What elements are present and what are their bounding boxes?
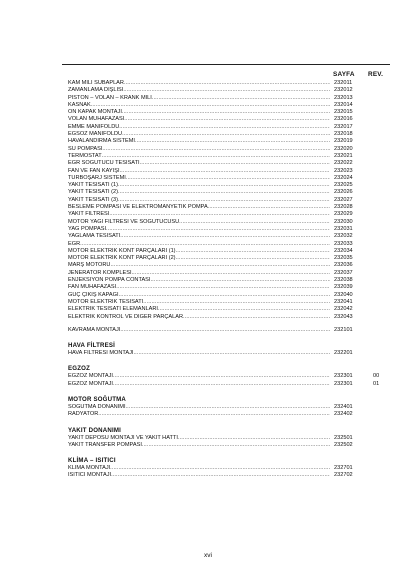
entry-page: 232023 xyxy=(334,167,353,174)
entry-page: 232041 xyxy=(334,298,353,305)
toc-entry xyxy=(68,197,388,204)
entry-title: RADYATÖR ..... xyxy=(68,411,330,418)
entry-title: SU POMPASI ..... xyxy=(68,146,330,153)
entry-page: 232020 xyxy=(334,145,353,152)
entry-page: 232040 xyxy=(334,291,353,298)
entry-title: VOLAN MUHAFAZASI ..... xyxy=(68,116,330,123)
toc-entry xyxy=(68,124,388,131)
entry-title: TURBOŞARJ SİSTEMİ ..... xyxy=(68,175,330,182)
entry-page: 232022 xyxy=(334,160,353,167)
toc-entry xyxy=(68,204,388,211)
toc-entry xyxy=(68,404,388,411)
entry-title: KAM MİLİ SUBAPLAR ..... xyxy=(68,80,330,87)
entry-revision: 01 xyxy=(373,380,380,387)
toc-entry xyxy=(68,373,388,380)
toc-entry xyxy=(68,465,388,472)
entry-page: 232042 xyxy=(334,306,353,313)
entry-revision: 00 xyxy=(373,373,380,380)
section-title: EGZOZ xyxy=(68,365,90,373)
toc-entry xyxy=(68,472,388,479)
table-of-contents xyxy=(68,80,388,480)
entry-page: 232101 xyxy=(334,326,353,333)
toc-entry xyxy=(68,80,388,87)
toc-entry xyxy=(68,102,388,109)
entry-title: PİSTON – VOLAN – KRANK MİLİ ..... xyxy=(68,95,330,102)
entry-title: SOĞUTMA DONANIMI ..... xyxy=(68,404,330,411)
toc-entry xyxy=(68,306,388,313)
entry-title: FAN MUHAFAZASI ..... xyxy=(68,284,330,291)
toc-entry xyxy=(68,292,388,299)
toc-entry xyxy=(68,138,388,145)
toc-entry xyxy=(68,219,388,226)
entry-title: EGZOZ MONTAJI ..... xyxy=(68,381,330,388)
entry-page: 232025 xyxy=(334,182,353,189)
toc-entry xyxy=(68,255,388,262)
entry-title: EGR SOĞUTUCU TESİSATI ..... xyxy=(68,160,330,167)
toc-entry xyxy=(68,116,388,123)
top-rule xyxy=(62,64,390,65)
entry-title: KAVRAMA MONTAJI ..... xyxy=(68,327,330,334)
section-spacer xyxy=(68,334,388,342)
entry-title: MARŞ MOTORU ..... xyxy=(68,262,330,269)
entry-title: JENERATOR KOMPLESİ ..... xyxy=(68,270,330,277)
entry-page: 232016 xyxy=(334,116,353,123)
entry-page: 232036 xyxy=(334,262,353,269)
section-title: YAKIT DONANIMI xyxy=(68,426,122,434)
toc-entry xyxy=(68,131,388,138)
section-title: HAVA FİLTRESİ xyxy=(68,342,116,350)
entry-title: KASNAK ..... xyxy=(68,102,330,109)
entry-page: 232301 xyxy=(334,380,353,387)
entry-title: YAKIT TESİSATI (3) ..... xyxy=(68,197,330,204)
entry-page: 232024 xyxy=(334,174,353,181)
toc-entry xyxy=(68,160,388,167)
entry-page: 232011 xyxy=(334,80,353,86)
entry-page: 232701 xyxy=(334,465,353,472)
entry-title: BESLEME POMPASI VE ELEKTROMANYETİK POMPA ..... xyxy=(68,204,330,211)
entry-page: 232401 xyxy=(334,403,353,410)
entry-page: 232029 xyxy=(334,211,353,218)
entry-page: 232501 xyxy=(334,434,353,441)
toc-entry xyxy=(68,262,388,269)
toc-entry xyxy=(68,442,388,449)
toc-entry xyxy=(68,87,388,94)
entry-title: YAKIT FİLTRESİ ..... xyxy=(68,211,330,218)
toc-entry xyxy=(68,168,388,175)
entry-page: 232032 xyxy=(334,233,353,240)
toc-entry xyxy=(68,146,388,153)
entry-title: YAĞLAMA TESİSATI ..... xyxy=(68,233,330,240)
toc-entry xyxy=(68,211,388,218)
entry-page: 232018 xyxy=(334,131,353,138)
entry-page: 232030 xyxy=(334,218,353,225)
entry-page: 232402 xyxy=(334,411,353,418)
entry-title: YAKIT TESİSATI (1) ..... xyxy=(68,182,330,189)
toc-entry xyxy=(68,411,388,418)
toc-entry xyxy=(68,299,388,306)
entry-title: MOTOR YAĞI FİLTRESİ VE SOĞUTUCUSU ..... xyxy=(68,219,330,226)
entry-page: 232014 xyxy=(334,101,353,108)
entry-title: EGSOZ MANİFOLDU ..... xyxy=(68,131,330,138)
section-spacer xyxy=(68,357,388,365)
section-title: KLİMA – ISITICI xyxy=(68,457,116,465)
entry-title: GÜÇ ÇIKIŞ KAPAĞI ..... xyxy=(68,292,330,299)
toc-entry xyxy=(68,226,388,233)
entry-page: 232013 xyxy=(334,94,353,101)
entry-title: YAĞ POMPASI ..... xyxy=(68,226,330,233)
toc-entry xyxy=(68,233,388,240)
entry-title: ÖN KAPAK MONTAJI ..... xyxy=(68,109,330,116)
toc-entry xyxy=(68,277,388,284)
entry-title: HAVA FİLTRESİ MONTAJI ..... xyxy=(68,350,330,357)
entry-page: 232028 xyxy=(334,204,353,211)
entry-title: ISITICI MONTAJI ..... xyxy=(68,472,330,479)
toc-entry xyxy=(68,175,388,182)
toc-entry xyxy=(68,314,388,321)
entry-title: EGR ..... xyxy=(68,241,330,248)
toc-entry xyxy=(68,189,388,196)
section-title: MOTOR SOĞUTMA xyxy=(68,395,127,403)
entry-page: 232034 xyxy=(334,247,353,254)
entry-page: 232027 xyxy=(334,196,353,203)
entry-page: 232301 xyxy=(334,373,353,380)
entry-page: 232012 xyxy=(334,87,353,94)
toc-entry xyxy=(68,182,388,189)
entry-title: EMME MANİFOLDU ..... xyxy=(68,124,330,131)
column-header-rev: REV. xyxy=(368,71,384,78)
toc-entry xyxy=(68,435,388,442)
entry-page: 232026 xyxy=(334,189,353,196)
entry-page: 232021 xyxy=(334,152,353,159)
entry-title: MOTOR ELEKTRİK KONT PARÇALARI (1) ..... xyxy=(68,248,330,255)
entry-title: TERMOSTAT ..... xyxy=(68,153,330,160)
entry-page: 232017 xyxy=(334,123,353,130)
entry-title: YAKIT TESİSATI (2) ..... xyxy=(68,189,330,196)
toc-entry xyxy=(68,270,388,277)
entry-title: YAKIT TRANSFER POMPASI ..... xyxy=(68,442,330,449)
entry-page: 232031 xyxy=(334,225,353,232)
toc-entry xyxy=(68,248,388,255)
entry-title: EGZOZ MONTAJI ..... xyxy=(68,373,330,380)
entry-page: 232039 xyxy=(334,284,353,291)
entry-page: 232201 xyxy=(334,350,353,357)
page-number: xvi xyxy=(204,552,212,559)
toc-entry xyxy=(68,327,388,334)
toc-entry xyxy=(68,284,388,291)
section-spacer xyxy=(68,419,388,427)
section-spacer xyxy=(68,388,388,396)
toc-entry xyxy=(68,241,388,248)
toc-entry xyxy=(68,350,388,357)
entry-page: 232043 xyxy=(334,313,353,320)
toc-entry xyxy=(68,95,388,102)
toc-entry xyxy=(68,381,388,388)
entry-page: 232015 xyxy=(334,109,353,116)
entry-page: 232035 xyxy=(334,255,353,262)
entry-page: 232033 xyxy=(334,240,353,247)
entry-title: KLİMA MONTAJI ..... xyxy=(68,465,330,472)
entry-title: ZAMANLAMA DİŞLİSİ ..... xyxy=(68,87,330,94)
entry-title: HAVALANDIRMA SİSTEMİ ..... xyxy=(68,138,330,145)
entry-page: 232702 xyxy=(334,472,353,479)
entry-title: MOTOR ELEKTRİK TESİSATI ..... xyxy=(68,299,330,306)
toc-entry xyxy=(68,153,388,160)
column-header-sayfa: SAYFA xyxy=(333,71,355,78)
section-spacer xyxy=(68,449,388,457)
entry-page: 232038 xyxy=(334,277,353,284)
entry-title: ENJEKSİYON POMPA CONTASI ..... xyxy=(68,277,330,284)
toc-entry xyxy=(68,109,388,116)
entry-title: FAN VE FAN KAYIŞI ..... xyxy=(68,168,330,175)
entry-title: MOTOR ELEKTRİK KONT PARÇALARI (2) ..... xyxy=(68,255,330,262)
entry-title: YAKIT DEPOSU MONTAJI VE YAKIT HATTI ..... xyxy=(68,435,330,442)
entry-title: ELEKTRİK KONTROL VE DİĞER PARÇALAR ..... xyxy=(68,314,330,321)
entry-page: 232019 xyxy=(334,138,353,145)
entry-page: 232502 xyxy=(334,441,353,448)
entry-page: 232037 xyxy=(334,269,353,276)
entry-title: ELEKTRİK TESİSATI ELEMANLARI ..... xyxy=(68,306,330,313)
